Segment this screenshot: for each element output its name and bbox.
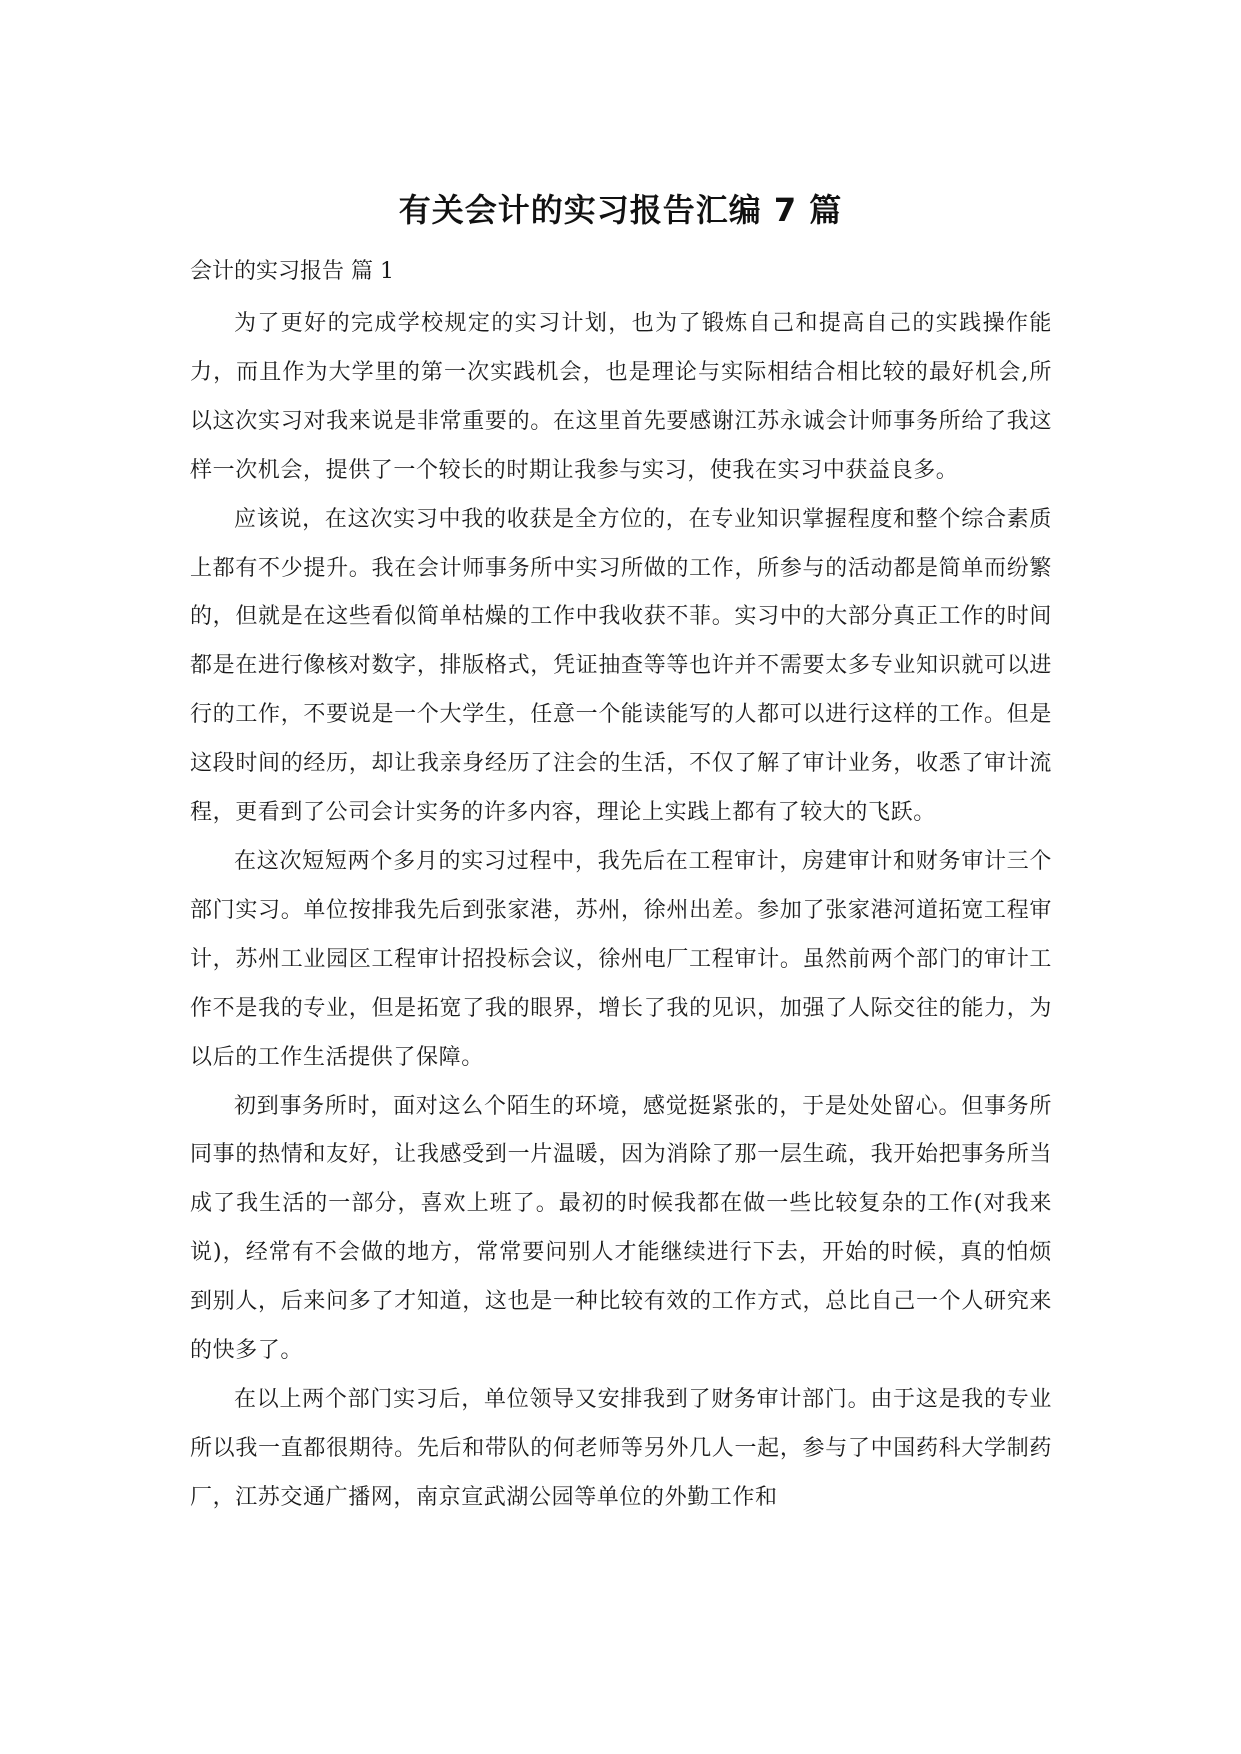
paragraph: 在以上两个部门实习后，单位领导又安排我到了财务审计部门。由于这是我的专业所以我一直都很期待。先后和带队的何老师等另外几人一起，参与了中国药科大学制药厂，江苏交通广播网，南京宣武湖公园等单位的外勤工作和 <box>190 1386 1052 1510</box>
paragraph: 应该说，在这次实习中我的收获是全方位的，在专业知识掌握程度和整个综合素质上都有不少提升。我在会计师事务所中实习所做的工作，所参与的活动都是简单而纷繁的，但就是在这些看似简单枯燥的工作中我收获不菲。实习中的大部分真正工作的时间都是在进行像核对数字，排版格式，凭证抽查等等也许并不需要太多专业知识就可以进行的工作，不要说是一个大学生，任意一个能读能写的人都可以进行这样的工作。但是这段时间的经历，却让我亲身经历了注会的生活，不仅了解了审计业务，收悉了审计流程，更看到了公司会计实务的许多内容，理论上实践上都有了较大的飞跃。 <box>190 506 1052 826</box>
section-heading: 会计的实习报告 篇 1 <box>190 259 394 284</box>
paragraph: 初到事务所时，面对这么个陌生的环境，感觉挺紧张的，于是处处留心。但事务所同事的热情和友好，让我感受到一片温暖，因为消除了那一层生疏，我开始把事务所当成了我生活的一部分，喜欢上班了。最初的时候我都在做一些比较复杂的工作(对我来说)，经常有不会做的地方，常常要问别人才能继续进行下去，开始的时候，真的怕烦到别人，后来问多了才知道，这也是一种比较有效的工作方式，总比自己一个人研究来的快多了。 <box>190 1093 1052 1364</box>
paragraph: 在这次短短两个多月的实习过程中，我先后在工程审计，房建审计和财务审计三个部门实习。单位按排我先后到张家港，苏州，徐州出差。参加了张家港河道拓宽工程审计，苏州工业园区工程审计招投标会议，徐州电厂工程审计。虽然前两个部门的审计工作不是我的专业，但是拓宽了我的眼界，增长了我的见识，加强了人际交往的能力，为以后的工作生活提供了保障。 <box>190 848 1052 1070</box>
paragraph: 为了更好的完成学校规定的实习计划，也为了锻炼自己和提高自己的实践操作能力，而且作为大学里的第一次实践机会，也是理论与实际相结合相比较的最好机会,所以这次实习对我来说是非常重要的。在这里首先要感谢江苏永诚会计师事务所给了我这样一次机会，提供了一个较长的时期让我参与实习，使我在实习中获益良多。 <box>190 311 1052 483</box>
document-body <box>190 300 1052 1523</box>
document-title: 有关会计的实习报告汇编 7 篇 <box>398 191 843 229</box>
